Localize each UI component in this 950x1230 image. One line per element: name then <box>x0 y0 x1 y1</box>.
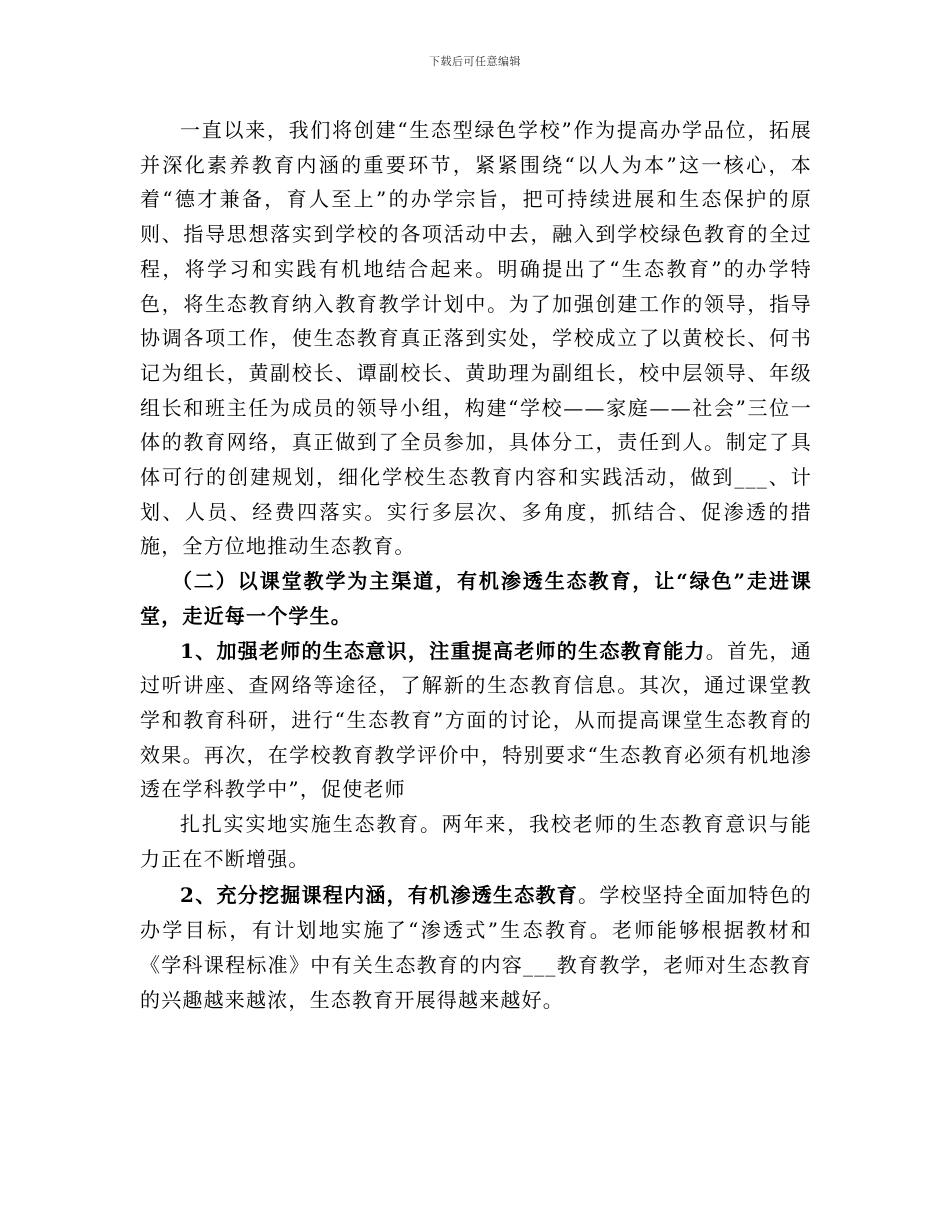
document-body <box>140 113 812 1017</box>
paragraph-teacher-awareness-body: 。首先，通过听讲座、查网络等途径，了解新的生态教育信息。其次，通过课堂教学和教育科研，进行“生态教育”方面的讨论，从而提高课堂生态教育的效果。再次，在学校教育教学评价中，特别要求“生态教育必须有机地渗透在学科教学中”，促使老师 <box>140 638 813 802</box>
paragraph-intro: 一直以来，我们将创建“生态型绿色学校”作为提高办学品位，拓展并深化素养教育内涵的重要环节，紧紧围绕“以人为本”这一核心，本着“德才兼备，育人至上”的办学宗旨，把可持续进展和生态保护的原则、指导思想落实到学校的各项活动中去，融入到学校绿色教育的全过程，将学习和实践有机地结合起来。明确提出了“生态教育”的办学特色，将生态教育纳入教育教学计划中。为了加强创建工作的领导，指导协调各项工作，使生态教育真正落到实处，学校成立了以黄校长、何书记为组长，黄副校长、谭副校长、黄助理为副组长，校中层领导、年级组长和班主任为成员的领导小组，构建“学校——家庭——社会”三位一体的教育网络，真正做到了全员参加，具体分工，责任到人。制定了具体可行的创建规划，细化学校生态教育内容和实践活动，做到___、计划、人员、经费四落实。实行多层次、多角度，抓结合、促渗透的措施，全方位地推动生态教育。 <box>140 118 812 559</box>
paragraph-curriculum <box>140 878 812 1017</box>
paragraph-teacher-results: 扎扎实实地实施生态教育。两年来，我校老师的生态教育意识与能力正在不断增强。 <box>140 812 812 871</box>
paragraph-teacher-awareness-lead: 1、加强老师的生态意识，注重提高老师的生态教育能力 <box>180 638 706 663</box>
page-header: 下载后可任意编辑 <box>429 55 521 68</box>
paragraph-curriculum-body: 。学校坚持全面加特色的办学目标，有计划地实施了“渗透式”生态教育。老师能够根据教材和《学科课程标准》中有关生态教育的内容___教育教学，老师对生态教育的兴趣越来越浓，生态教育开展得越来越好。 <box>140 883 812 1012</box>
section-heading-2: （二）以课堂教学为主渠道，有机渗透生态教育，让“绿色”走进课堂，走近每一个学生。 <box>140 569 812 628</box>
paragraph-teacher-awareness <box>140 634 812 808</box>
paragraph-curriculum-lead: 2、充分挖掘课程内涵，有机渗透生态教育 <box>180 883 579 908</box>
